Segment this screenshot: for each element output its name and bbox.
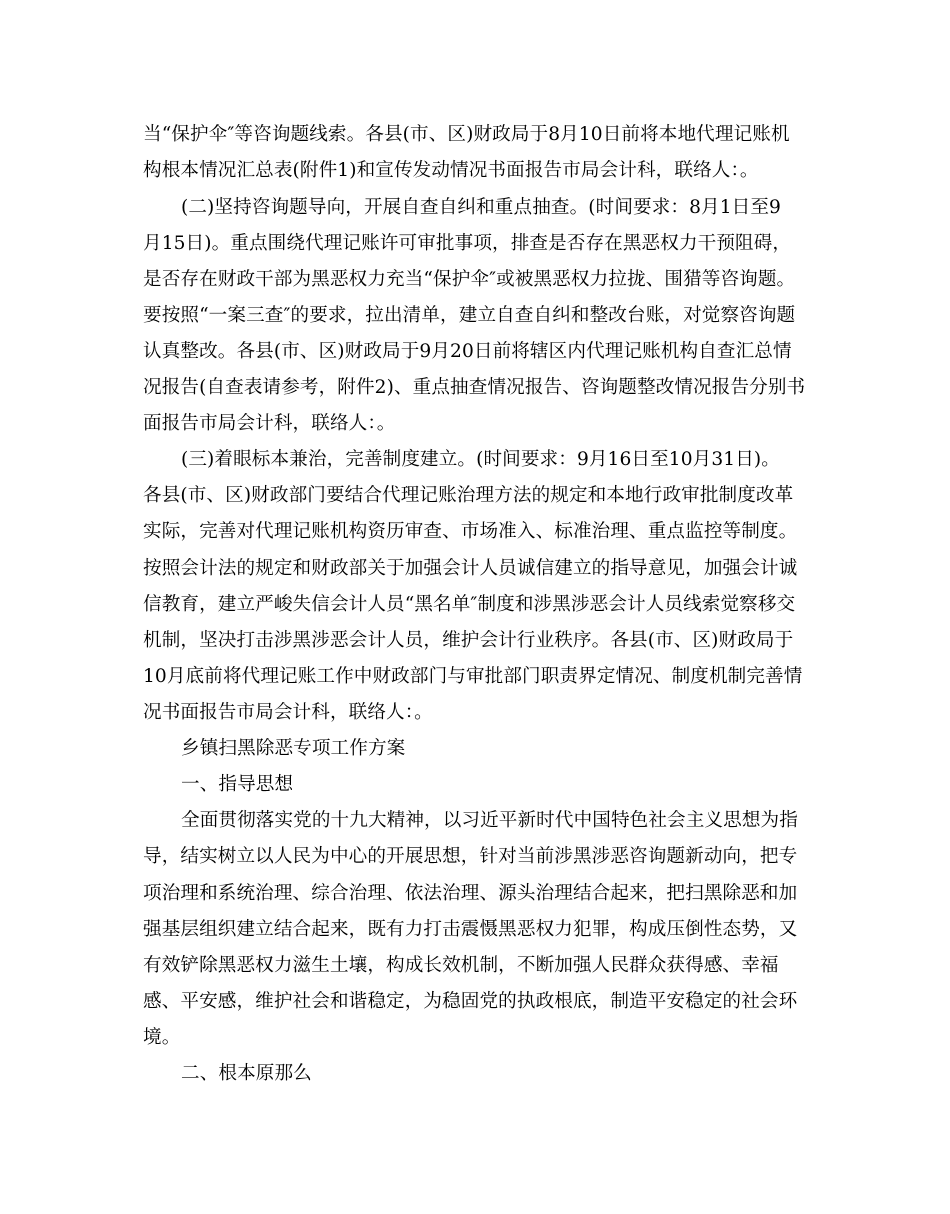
section-title: 乡镇扫黑除恶专项工作方案 (181, 738, 406, 759)
paragraph-start: (三)着眼标本兼治，完善制度建立。(时间要求：9月16日至10月31日)。 (181, 449, 780, 470)
text-line: 项治理和系统治理、综合治理、依法治理、源头治理结合起来，把扫黑除恶和加 (143, 883, 798, 904)
text-line: 构根本情况汇总表(附件1)和宣传发动情况书面报告市局会计科，联络人：。 (143, 160, 759, 181)
section-heading: 一、指导思想 (181, 774, 294, 795)
text-line: 感、平安感，维护社会和谐稳定，为稳固党的执政根底，制造平安稳定的社会环 (143, 991, 798, 1012)
text-line: 认真整改。各县(市、区)财政局于9月20日前将辖区内代理记账机构自查汇总情 (143, 341, 792, 362)
text-line: 况报告(自查表请参考，附件2)、重点抽查情况报告、咨询题整改情况报告分别书 (143, 377, 806, 398)
text-line: 况书面报告市局会计科，联络人：。 (143, 702, 433, 723)
text-line: 境。 (143, 1027, 181, 1048)
paragraph-start: 全面贯彻落实党的十九大精神，以习近平新时代中国特色社会主义思想为指 (181, 810, 798, 831)
text-line: 当“保护伞″等咨询题线索。各县(市、区)财政局于8月10日前将本地代理记账机 (143, 124, 790, 145)
text-line: 导，结实树立以人民为中心的开展思想，针对当前涉黑涉恶咨询题新动向，把专 (143, 846, 798, 867)
text-line: 月15日)。重点围绕代理记账许可审批事项，排查是否存在黑恶权力干预阻碍， (143, 233, 792, 254)
text-line: 按照会计法的规定和财政部关于加强会计人员诚信建立的指导意见，加强会计诚 (143, 558, 798, 579)
text-line: 有效铲除黑恶权力滋生土壤，构成长效机制，不断加强人民群众获得感、幸福 (143, 955, 779, 976)
text-line: 信教育，建立严峻失信会计人员“黑名单″制度和涉黑涉恶会计人员线索觉察移交 (143, 594, 796, 615)
text-line: 要按照“一案三查″的要求，拉出清单，建立自查自纠和整改台账，对觉察咨询题 (143, 305, 796, 326)
paragraph-start: (二)坚持咨询题导向，开展自查自纠和重点抽查。(时间要求：8月1日至9 (181, 197, 781, 218)
text-line: 面报告市局会计科，联络人：。 (143, 413, 396, 434)
section-heading: 二、根本原那么 (181, 1063, 312, 1084)
text-line: 实际，完善对代理记账机构资历审查、市场准入、标准治理、重点监控等制度。 (143, 521, 798, 542)
text-line: 各县(市、区)财政部门要结合代理记账治理方法的规定和本地行政审批制度改革 (143, 485, 794, 506)
text-line: 强基层组织建立结合起来，既有力打击震慑黑恶权力犯罪，构成压倒性态势，又 (143, 919, 798, 940)
text-line: 机制，坚决打击涉黑涉恶会计人员，维护会计行业秩序。各县(市、区)财政局于 (143, 630, 794, 651)
text-line: 是否存在财政干部为黑恶权力充当“保护伞″或被黑恶权力拉拢、围猎等咨询题。 (143, 269, 796, 290)
text-line: 10月底前将代理记账工作中财政部门与审批部门职责界定情况、制度机制完善情 (143, 666, 803, 687)
